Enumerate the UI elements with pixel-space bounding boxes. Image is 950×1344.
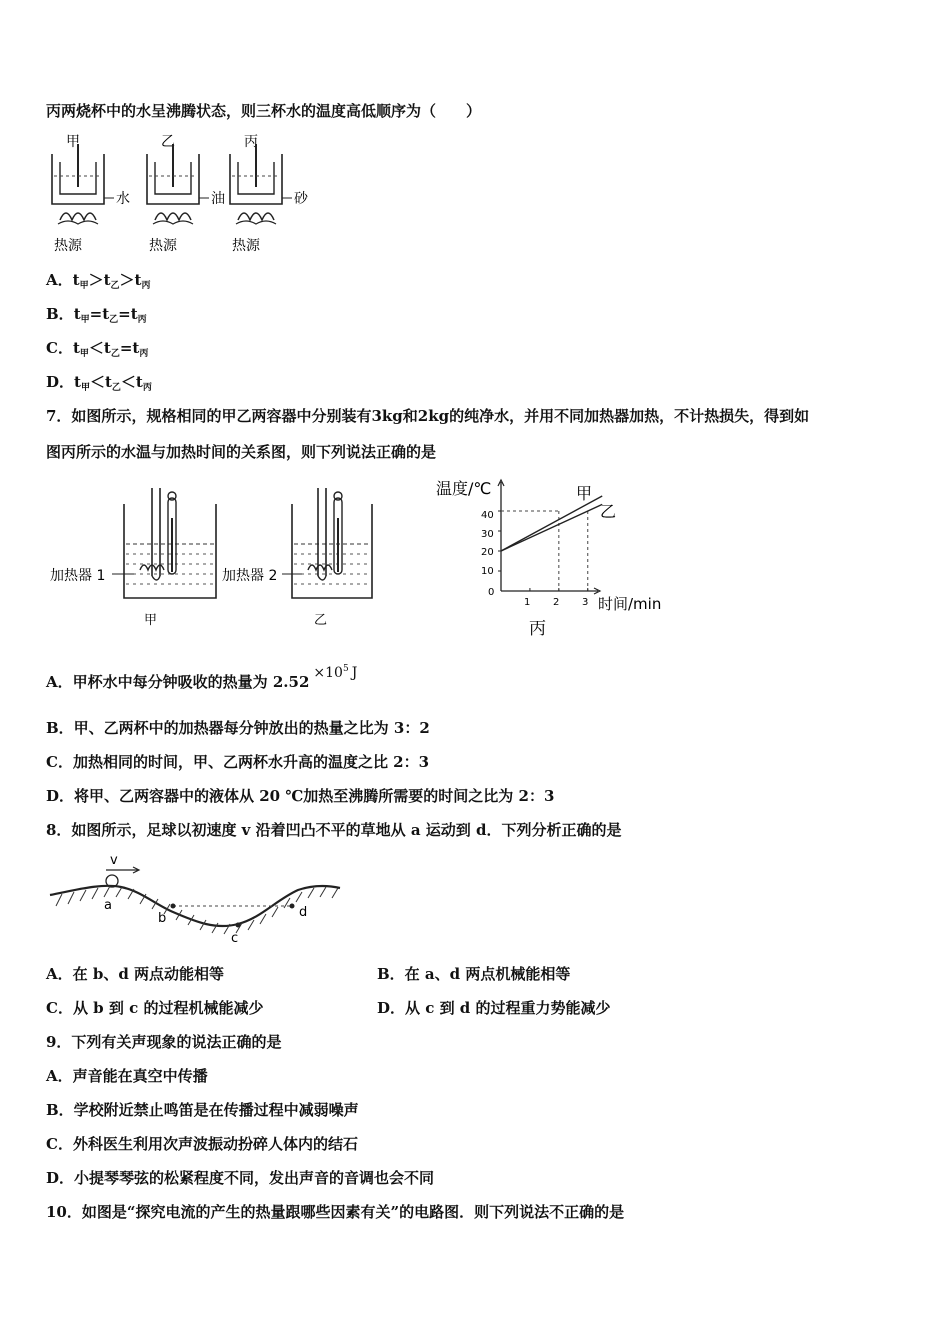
q7-stem-line1: 7．如图所示，规格相同的甲乙两容器中分别装有3kg和2kg的纯净水，并用不同加热器加热，不计热损失，得到如 (46, 407, 810, 425)
q6-option-d: D．$t_甲<t_乙<t_丙$ (46, 373, 152, 393)
q8-label-d: d (299, 905, 308, 920)
q8-option-d: D．从 c 到 d 的过程重力势能减少 (377, 999, 611, 1017)
q7-series-label-jia: 甲 (576, 484, 593, 503)
q7-chart-ylabel: 温度/℃ (436, 479, 492, 498)
beaker-yi (147, 134, 225, 254)
q7-option-d: D．将甲、乙两容器中的液体从 20 ℃加热至沸腾所需要的时间之比为 2：3 (46, 787, 555, 805)
q8-label-a: a (104, 898, 112, 913)
q9-option-a: A．声音能在真空中传播 (46, 1067, 208, 1085)
q9-option-d: D．小提琴琴弦的松紧程度不同，发出声音的音调也会不同 (46, 1169, 435, 1187)
q6-option-b: B．$t_甲=t_乙=t_丙$ (46, 305, 147, 325)
q8-option-c: C．从 b 到 c 的过程机械能减少 (46, 999, 264, 1017)
q7-beaker-yi (222, 488, 372, 628)
q7-label-yi: 乙 (314, 613, 328, 628)
q8-terrain-curve (50, 886, 340, 926)
q9-option-c: C．外科医生利用次声波振动扮碎人体内的结石 (46, 1135, 358, 1153)
q7-xtick-2: 2 (553, 597, 560, 608)
q7-option-b: B．甲、乙两杯中的加热器每分钟放出的热量之比为 3：2 (46, 719, 430, 737)
q8-label-c: c (231, 931, 239, 946)
q7-heater1-label: 加热器 1 (50, 568, 106, 584)
q7-option-c: C．加热相同的时间，甲、乙两杯水升高的温度之比 2：3 (46, 753, 430, 771)
q6-figure (46, 132, 316, 256)
q7-chart-xlabel: 时间/min (598, 595, 662, 613)
q6-medium-oil: 油 (211, 191, 225, 207)
q8-label-b: b (158, 911, 167, 926)
q8-point-c (236, 923, 241, 928)
q7-option-a: A．甲杯水中每分钟吸收的热量为 $2.52 \times 10^5$ J (46, 664, 358, 691)
q6-label-bing: 丙 (244, 134, 258, 150)
q7-series-line-jia (501, 496, 602, 551)
q9-stem: 9．下列有关声现象的说法正确的是 (46, 1033, 282, 1051)
q7-chart (432, 474, 682, 640)
q10-stem: 10．如图是“探究电流的产生的热量跟哪些因素有关”的电路图．则下列说法不正确的是 (46, 1203, 625, 1221)
q6-medium-sand: 砂 (294, 191, 308, 207)
beaker-jia (52, 134, 130, 254)
q8-point-d (290, 904, 295, 909)
q7-xtick-3: 3 (582, 597, 589, 608)
q9-option-b: B．学校附近禁止鸣笛是在传播过程中减弱噪声 (46, 1101, 359, 1119)
q7-beaker-jia (50, 488, 216, 628)
q7-ytick-40: 40 (481, 510, 494, 521)
q6-label-yi: 乙 (161, 134, 175, 150)
q8-label-v: v (110, 853, 118, 868)
q7-xtick-1: 1 (524, 597, 531, 608)
q7-ytick-20: 20 (481, 547, 494, 558)
q7-chart-caption: 丙 (529, 619, 546, 639)
q6-medium-water: 水 (116, 191, 130, 207)
q8-figure (46, 850, 346, 950)
q7-ytick-30: 30 (481, 529, 494, 540)
beaker-bing (230, 134, 309, 254)
q6-heat-source-3: 热源 (232, 238, 260, 254)
q7-series-label-yi: 乙 (600, 502, 617, 521)
q6-heat-source-2: 热源 (149, 238, 177, 254)
q7-beakers-figure (46, 488, 376, 628)
q7-label-jia: 甲 (144, 613, 158, 628)
q7-ytick-0: 0 (488, 587, 495, 598)
q8-stem: 8．如图所示，足球以初速度 v 沿着凹凸不平的草地从 a 运动到 d．下列分析正确的是 (46, 821, 622, 839)
q6-stem: 丙两烧杯中的水呈沸腾状态，则三杯水的温度高低顺序为（ ） (46, 102, 482, 120)
q7-stem-line2: 图丙所示的水温与加热时间的关系图，则下列说法正确的是 (46, 443, 437, 461)
q8-option-a: A．在 b、d 两点动能相等 (46, 965, 225, 983)
q6-heat-source-1: 热源 (54, 238, 82, 254)
q8-point-b (171, 904, 176, 909)
q6-label-jia: 甲 (66, 134, 80, 150)
q6-option-c: C．$t_甲<t_乙=t_丙$ (46, 339, 149, 359)
q8-option-b: B．在 a、d 两点机械能相等 (377, 965, 571, 983)
q7-ytick-10: 10 (481, 566, 494, 577)
q7-heater2-label: 加热器 2 (222, 568, 278, 584)
q6-option-a: A．$t_甲>t_乙>t_丙$ (46, 271, 151, 291)
